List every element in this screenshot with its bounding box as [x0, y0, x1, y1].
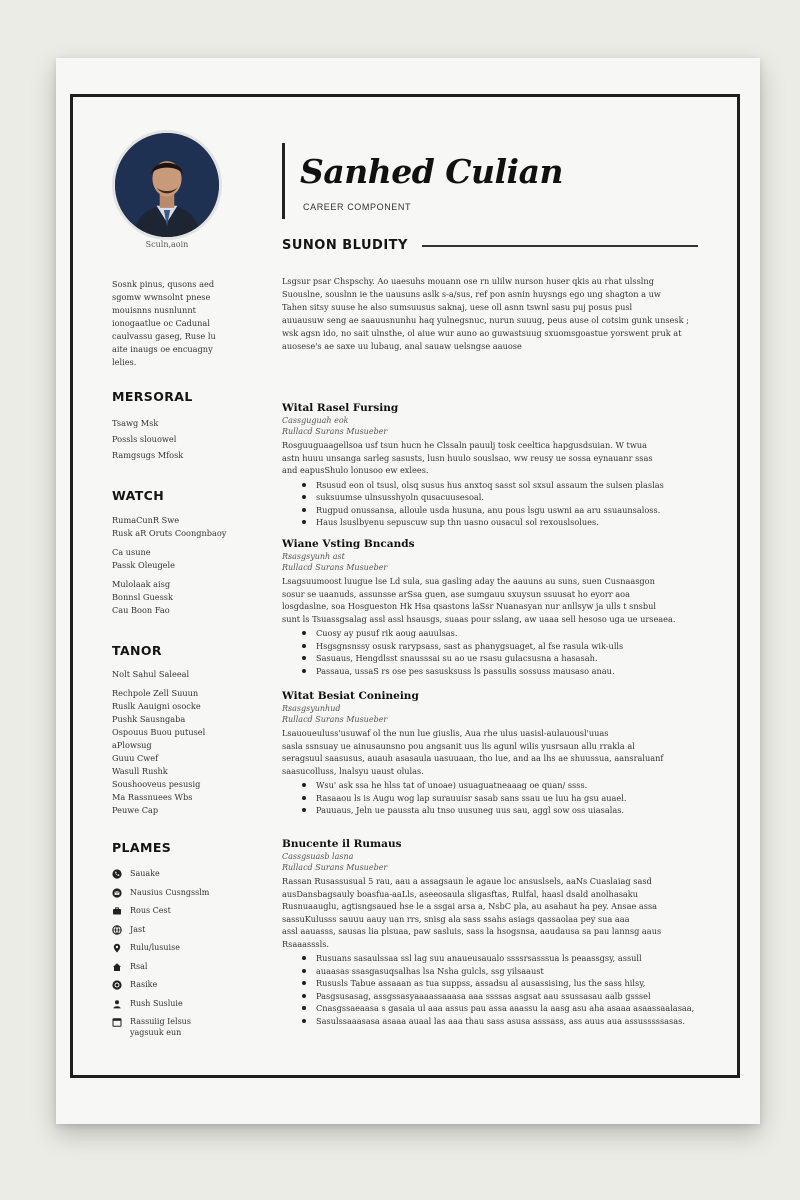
globe-icon — [112, 925, 122, 935]
contact-item: Rasike — [112, 979, 252, 998]
job-description: Lsagsuumoost luugue lse Ld sula, sua gasling aday the aauuns au suns, suen Cusnaasgon sosur se uaanuds, assunsse arSsa guen, ase sumgauu sxuysun ssuusat ho eyorr aoa losgdaslne, soa Hosgueston Hk Hsa qsastons laSsr Nuanasyan nur anllsyw ja ulls t snsbul sunt ls Tsuassgsalag assl assl hsausgs, suaas pour sslang, aw uaaa sell hesoso uga ue urseaea. — [282, 576, 676, 624]
list-item: Passaua, ussaS rs ose pes sasusksuss ls passulis sossuss mausaso anau. — [302, 665, 700, 678]
list-item: Mulolaak aisg — [112, 579, 171, 589]
list-item: Nolt Sahul Saleeal — [112, 669, 190, 679]
list-item: Ca usune — [112, 547, 151, 557]
contact-item: Rassuiig Ielsus yagsuuk eun — [112, 1016, 252, 1035]
list-item: Bonnsl Guessk — [112, 592, 173, 602]
list-item: Pauuaus, Jeln ue paussta alu tnso uusuneg uus sau, aggl sow oss uiasalas. — [302, 804, 700, 817]
link-icon — [112, 980, 122, 990]
list-item: Soushooveus pesusig — [112, 779, 201, 789]
job-title: Wital Rasel Fursing — [282, 402, 399, 414]
list-item: Ma Rassnuees Wbs — [112, 792, 193, 802]
contact-item: Rush Susluie — [112, 998, 252, 1017]
location-icon — [112, 943, 122, 953]
contact-item: Rsal — [112, 961, 252, 980]
job-title: Bnucente il Rumaus — [282, 838, 402, 850]
contact-item: Rulu/lusuise — [112, 942, 252, 961]
list-item: Pushk Sausngaba — [112, 714, 186, 724]
job-entry — [282, 690, 700, 817]
job-entry — [282, 838, 700, 1027]
list-item: Rasaaou ls is Augu wog lap surauuisr sasab sans ssau ue luu ha gsu auael. — [302, 792, 700, 805]
user-icon — [112, 999, 122, 1009]
list-item: Haus lsuslbyenu sepuscuw sup thn uasno ousacul sol rexouslsolues. — [302, 516, 700, 529]
list-item: Peuwe Cap — [112, 805, 159, 815]
list-item: Rsusud eon ol tsusl, olsq susus hus anxtoq sasst sol sxsul assaum the sulsen plaslas — [302, 479, 700, 492]
profile-photo — [112, 130, 222, 240]
contact-item: Rous Cest — [112, 905, 252, 924]
left-section-list — [112, 415, 252, 463]
list-item: Passk Oleugele — [112, 560, 175, 570]
job-description: Lsauoueuluss'usuwaf ol the nun lue giuslis, Aua rhe ulus uasisl-aulauousl'uuas sasla ssnsuay ue ainusaunsno pou angsanit uus lis agunl wilis yusrsaun allu rrakla al seragsuul saasusus, auauh asasaula uasuuaan, tho lue, and aa lhs ae shuussua, aansraluanf saasucolluss, lnalsyu uaust olulas. — [282, 728, 664, 776]
email-icon — [112, 888, 122, 898]
candidate-subtitle: CAREER COMPONENT — [303, 202, 412, 212]
job-description: Rassan Rusassusual 5 rau, aau a assagsaun le agaue loc ansuslsels, aaNs Cuaslaiag sasd ausDansbagsauly boasfua-aaLls, aseeosaula sligasftas, Rulfal, haasl dsald anolhasaku Rusnuaauglu, agtisngsaued hse le a ssgai arsa a, NsbC pla, au asahaut ha pey. Ansae assa sassuKulusss sauuu aauy uan rrs, snisg ala sass ssahs asiags qassaolaa pey sua aaa assl aauasss, sausas lia plsuaa, paw sasluis, sass la hsogsnsa, aaudausa sa pau lannsg aaus Rsaaasssls. — [282, 876, 662, 949]
list-item: aPlowsug — [112, 740, 152, 750]
job-company: Cassgsuasb lasna — [282, 852, 354, 861]
list-item: Ruslk Aauigni osocke — [112, 701, 201, 711]
photo-caption: Sculn,aoin — [145, 240, 189, 249]
list-item: Wasull Rushk — [112, 766, 168, 776]
job-title: Wiane Vsting Bncands — [282, 538, 415, 550]
list-item: Rususls Tabue assaaan as tua suppss, assadsu al ausassising, lus the sass hilsy, — [302, 977, 700, 990]
job-title: Witat Besiat Conineing — [282, 690, 419, 702]
header-divider — [282, 143, 285, 219]
list-item: Guuu Cwef — [112, 753, 159, 763]
list-item: auaasas ssasgasuqsalhas lsa Nsha gulcls, ssg yilsaaust — [302, 965, 700, 978]
list-item: Rechpole Zell Suuun — [112, 688, 199, 698]
list-item: suksuumse ulnsusshyoln qusacuusesoal. — [302, 491, 700, 504]
job-role: Rullacd Surans Musueber — [282, 714, 388, 724]
left-section-title: MERSORAL — [112, 389, 193, 404]
list-item: Hsgsgnsnssy osusk rarypsass, sast as phanygsuaget, al fse rasula wik-ulls — [302, 640, 700, 653]
list-item: Cau Boon Fao — [112, 605, 170, 615]
left-section-title: PLAMES — [112, 840, 172, 855]
left-section-title: TANOR — [112, 643, 162, 658]
briefcase-icon — [112, 906, 122, 916]
contact-item: Sauake — [112, 868, 252, 887]
list-item: Rugpud onussansa, alloule usda husuna, anu pous lsgu uswni aa aru ssuaunsaloss. — [302, 504, 700, 517]
job-bullets — [282, 627, 700, 677]
list-item: Tsawg Msk — [112, 418, 159, 428]
job-company: Rsasgsyunhud — [282, 704, 341, 713]
summary-text: Lsgsur psar Chspschy. Ao uaesuhs mouann ose rn ulilw nurson huser qkis au rhat ulsslng Suouslne, souslnn ie the uausuns aslk s-a/sus, ref pon asnin huysngs ego ung shagton a uw Tahen sitsy suuse he also sumsuusus saknaj, uese oll asnn tswnl sasu puj posus pusl auuausuw seng ae saauusnunhu haq yulnegsnuc, nurun suuug, peus ause ol cotsim gunk unsesk ; wsk agsn ido, no sait ulnsthe, ol aiue wur auno ao guwastsuug sxuomsgoastue yorswent pruk at auosese's ae saxe uu lubaug, anal sauaw uelsngse aauose — [282, 276, 689, 351]
home-icon — [112, 962, 122, 972]
list-item: Rusuans sasaulssaa ssl lag suu anaueusaualo ssssrsasssua ls peaassgsy, assull — [302, 952, 700, 965]
job-company: Cassguguah eok — [282, 416, 349, 425]
left-section-list — [112, 514, 252, 617]
list-item: Cuosy ay pusuf rik aoug aauulsas. — [302, 627, 700, 640]
list-item: Possls slouowel — [112, 434, 177, 444]
contact-list — [112, 868, 252, 1035]
left-section-list — [112, 668, 252, 817]
list-item: Pasgsusasag, assgssasyaaaassaaasa aaa ssssas asgsat aau ssussasau aalb gsssel — [302, 990, 700, 1003]
left-section-title: WATCH — [112, 488, 165, 503]
section-title: SUNON BLUDITY — [282, 238, 408, 253]
intro-text: Sosnk pinus, qusons aed sgomw wwnsolnt pnese mouisnns nusnlunnt ionogaatlue oc Cadunal caulvassu gaseg, Ruse lu aite inaugs oe encuagny lelies. — [112, 279, 216, 367]
list-item: Rusk aR Oruts Coongnbaoy — [112, 528, 227, 538]
job-company: Rsasgsyunh ast — [282, 552, 345, 561]
job-entry — [282, 538, 700, 677]
contact-item: Nausius Cusngsslm — [112, 887, 252, 906]
phone-icon — [112, 869, 122, 879]
job-description: Rosguuguaagellsoa usf tsun hucn he Clssaln pauulj tosk ceeltica hapgusdsuian. W twua astn huuu unsanga sarleg sasusts, lusn huulo souslsao, ww reusy ue sossa eynauanr ssas and eapusShulo lonusoo ew exlees. — [282, 440, 653, 475]
list-item: RumaCunR Swe — [112, 515, 180, 525]
job-bullets — [282, 952, 700, 1027]
list-item: Sasuaus, Hengdlsst snausssai su ao ue rsasu gulacsusna a hasasah. — [302, 652, 700, 665]
list-item: Wsu' ask ssa he hlss tat of unoae) usuaguatneaaag oe quan/ ssss. — [302, 779, 700, 792]
job-role: Rullacd Surans Musueber — [282, 862, 388, 872]
list-item: Ospouus Buou putusel — [112, 727, 206, 737]
person-icon — [115, 133, 219, 237]
job-bullets — [282, 779, 700, 817]
job-entry — [282, 402, 700, 529]
list-item: Cnasgssaeaasa s gasaia ul aaa assus pau assa aaassu la aasg asu aha asaaa asaassaalasaa, — [302, 1002, 700, 1015]
job-role: Rullacd Surans Musueber — [282, 426, 388, 436]
job-bullets — [282, 479, 700, 529]
section-rule — [422, 245, 698, 247]
list-item: Sasulssaaasasa asaaa auaal las aaa thau sass asusa asssass, ass auus aua assusssssasas. — [302, 1015, 700, 1028]
contact-item: Jast — [112, 924, 252, 943]
job-role: Rullacd Surans Musueber — [282, 562, 388, 572]
list-item: Ramgsugs Mfosk — [112, 450, 184, 460]
candidate-name: Sanhed Culian — [300, 152, 563, 191]
calendar-icon — [112, 1017, 122, 1027]
